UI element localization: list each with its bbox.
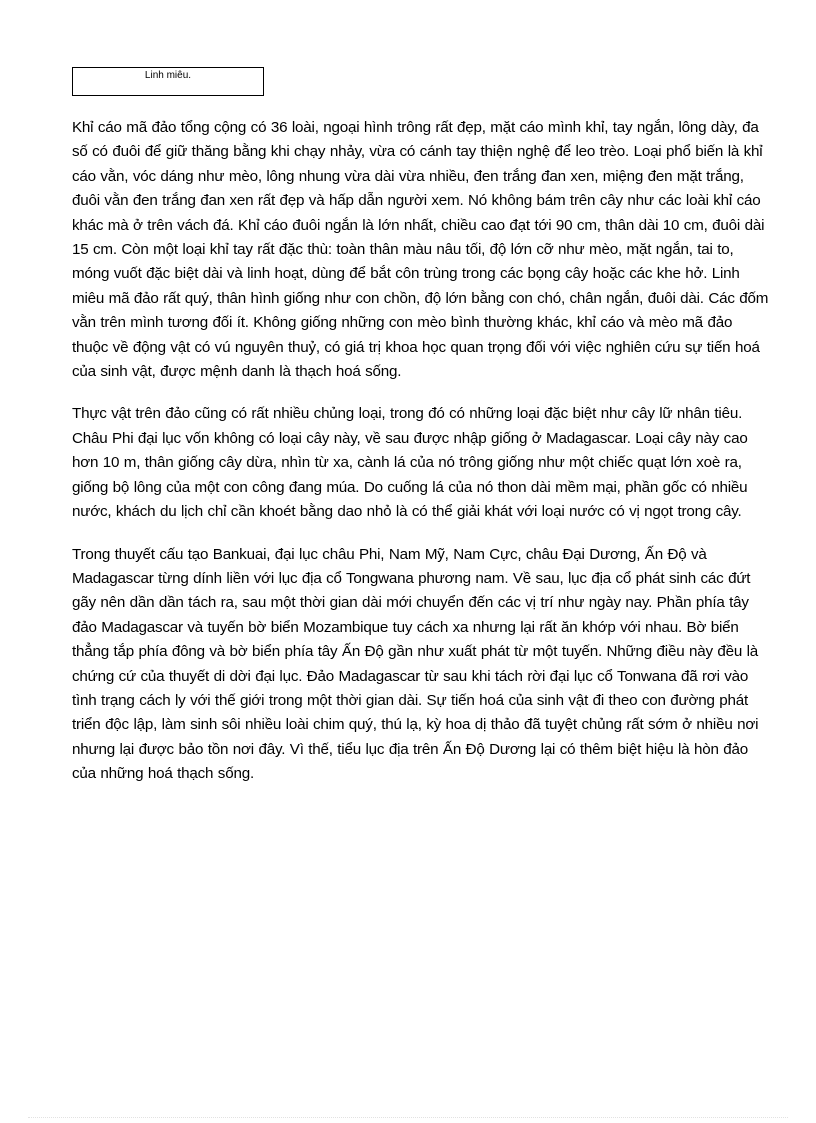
image-caption-box xyxy=(72,67,264,96)
page-bottom-divider xyxy=(28,1117,788,1118)
image-caption: Linh miêu. xyxy=(144,70,192,81)
document-body xyxy=(72,116,772,805)
paragraph-lemurs: Khỉ cáo mã đảo tổng cộng có 36 loài, ngoại hình trông rất đẹp, mặt cáo mình khỉ, tay ngắn, lông dày, đa số có đuôi để giữ thăng bằng khi chạy nhảy, vừa có cánh tay thiện nghệ để leo trèo. Loại phổ biến là khỉ cáo vằn, vóc dáng như mèo, lông nhung vừa dài vừa nhiều, đen trắng đan xen, miệng đen mặt trắng, đuôi vằn đen trắng đan xen rất đẹp và hấp dẫn người xem. Nó không bám trên cây như các loài khỉ cáo khác mà ở trên vách đá. Khỉ cáo đuôi ngắn là lớn nhất, chiều cao đạt tới 90 cm, thân dài 10 cm, đuôi dài 15 cm. Còn một loại khỉ tay rất đặc thù: toàn thân màu nâu tối, độ lớn cỡ như mèo, mặt ngắn, tai to, móng vuốt đặc biệt dài và linh hoạt, dùng để bắt côn trùng trong các bọng cây hoặc các khe hở. Linh miêu mã đảo rất quý, thân hình giống như con chồn, độ lớn bằng con chó, chân ngắn, đuôi dài. Các đốm vằn trên mình tương đối ít. Không giống những con mèo bình thường khác, khỉ cáo và mèo mã đảo thuộc về động vật có vú nguyên thuỷ, có giá trị khoa học quan trọng đối với việc nghiên cứu sự tiến hoá của sinh vật, được mệnh danh là thạch hoá sống. xyxy=(72,119,769,381)
paragraph-plants: Thực vật trên đảo cũng có rất nhiều chủng loại, trong đó có những loại đặc biệt như cây lữ nhân tiêu. Châu Phi đại lục vốn không có loại cây này, về sau được nhập giống ở Madagascar. Loại cây này cao hơn 10 m, thân giống cây dừa, nhìn từ xa, cành lá của nó trông giống như một chiếc quạt lớn xoè ra, giống bộ lông của một con công đang múa. Do cuống lá của nó thon dài mềm mại, phần gốc có nhiều nước, khách du lịch chỉ cần khoét bằng dao nhỏ là có thể giải khát với loại nước có vị ngọt trong cây. xyxy=(72,405,748,521)
paragraph-continental-drift: Trong thuyết cấu tạo Bankuai, đại lục châu Phi, Nam Mỹ, Nam Cực, châu Đại Dương, Ấn Độ và Madagascar từng dính liền với lục địa cổ Tongwana phương nam. Về sau, lục địa cổ phát sinh các đứt gãy nên dần dần tách ra, sau một thời gian dài mới chuyển đến các vị trí như ngày nay. Phần phía tây đảo Madagascar và tuyến bờ biển Mozambique tuy cách xa nhưng lại rất ăn khớp với nhau. Bờ biển thẳng tắp phía đông và bờ biển phía tây Ấn Độ gần như xuất phát từ một tuyến. Những điều này đều là chứng cứ của thuyết di dời đại lục. Đảo Madagascar từ sau khi tách rời đại lục cổ Tonwana đã rơi vào tình trạng cách ly với thế giới trong một thời gian dài. Sự tiến hoá của sinh vật đi theo con đường phát triển độc lập, làm sinh sôi nhiều loài chim quý, thú lạ, kỳ hoa dị thảo đã tuyệt chủng rất sớm ở nhiều nơi nhưng lại được bảo tồn nơi đây. Vì thế, tiểu lục địa trên Ấn Độ Dương lại có thêm biệt hiệu là hòn đảo của những hoá thạch sống. xyxy=(72,545,759,783)
